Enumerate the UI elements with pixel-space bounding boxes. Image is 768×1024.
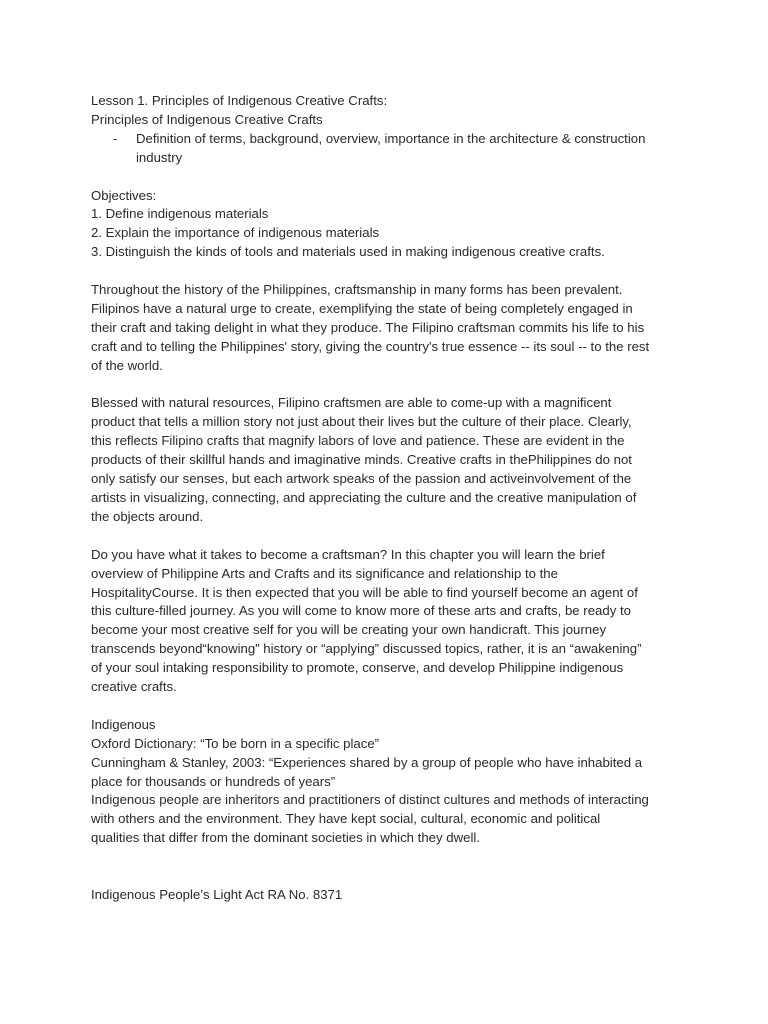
paragraph-line: transcends beyond“knowing” history or “applying” discussed topics, rather, it is an “awakening” <box>91 641 642 657</box>
definition-line: place for thousands or hundreds of years” <box>91 773 336 789</box>
indigenous-heading: Indigenous <box>91 716 156 732</box>
paragraph-line: only satisfy our senses, but each artwork speaks of the passion and activeinvolvement of the <box>91 471 632 487</box>
footer-heading: Indigenous People’s Light Act RA No. 8371 <box>91 886 343 902</box>
objective-item: 1. Define indigenous materials <box>91 206 269 222</box>
paragraph-craftsman <box>91 546 691 697</box>
definition-line: Cunningham & Stanley, 2003: “Experiences shared by a group of people who have inhabited a <box>91 754 643 770</box>
definition-line: qualities that differ from the dominant societies in which they dwell. <box>91 830 480 846</box>
bullet-line-1: Definition of terms, background, overview, importance in the architecture & construction <box>136 130 646 146</box>
paragraph-line: craft and to telling the Philippines' story, giving the country's true essence -- its soul -- to the rest <box>91 338 650 354</box>
paragraph-line: overview of Philippine Arts and Crafts and its significance and relationship to the <box>91 565 558 581</box>
definition-line: Oxford Dictionary: “To be born in a specific place” <box>91 735 380 751</box>
paragraph-line: products of their skillful hands and imaginative minds. Creative crafts in thePhilippines do not <box>91 452 632 468</box>
paragraph-line: Filipinos have a natural urge to create, exemplifying the state of being completely engaged in <box>91 300 633 316</box>
objective-item: 3. Distinguish the kinds of tools and materials used in making indigenous creative crafts. <box>91 244 605 260</box>
paragraph-line: of your soul intaking responsibility to promote, conserve, and develop Philippine indigenous <box>91 660 624 676</box>
lesson-title: Lesson 1. Principles of Indigenous Creative Crafts: <box>91 93 388 108</box>
paragraph-line: of the world. <box>91 357 163 373</box>
paragraph-line: this culture-filled journey. As you will come to know more of these arts and crafts, be ready to <box>91 603 631 619</box>
definition-line: Indigenous people are inheritors and practitioners of distinct cultures and methods of interacting <box>91 792 649 808</box>
bullet-marker: - <box>113 130 118 146</box>
bullet-line-2: industry <box>136 149 183 165</box>
objective-item: 2. Explain the importance of indigenous materials <box>91 225 380 241</box>
paragraph-line: this reflects Filipino crafts that magnify labors of love and patience. These are evident in the <box>91 433 625 449</box>
paragraph-line: artists in visualizing, connecting, and appreciating the culture and the creative manipulation of <box>91 489 637 505</box>
objectives-section <box>91 187 691 263</box>
indigenous-section <box>91 716 691 848</box>
paragraph-line: product that tells a million story not just about their lives but the culture of their place. Clearly, <box>91 414 632 430</box>
paragraph-history <box>91 281 691 376</box>
document-page <box>91 92 691 905</box>
paragraph-line: Blessed with natural resources, Filipino craftsmen are able to come-up with a magnificent <box>91 395 612 411</box>
paragraph-line: HospitalityCourse. It is then expected that you will be able to find yourself become an agent of <box>91 584 638 600</box>
paragraph-line: become your most creative self for you will be creating your own handicraft. This journey <box>91 622 607 638</box>
paragraph-line: Throughout the history of the Philippines, craftsmanship in many forms has been prevalent. <box>91 282 623 298</box>
paragraph-resources <box>91 394 691 526</box>
objectives-heading: Objectives: <box>91 187 157 203</box>
paragraph-line: the objects around. <box>91 508 204 524</box>
definition-line: with others and the environment. They have kept social, cultural, economic and political <box>91 811 601 827</box>
paragraph-line: Do you have what it takes to become a craftsman? In this chapter you will learn the brief <box>91 546 605 562</box>
paragraph-line: creative crafts. <box>91 679 177 695</box>
paragraph-line: their craft and taking delight in what they produce. The Filipino craftsman commits his life to his <box>91 319 645 335</box>
lesson-subtitle: Principles of Indigenous Creative Crafts <box>91 111 323 127</box>
bullet-item <box>91 130 691 168</box>
